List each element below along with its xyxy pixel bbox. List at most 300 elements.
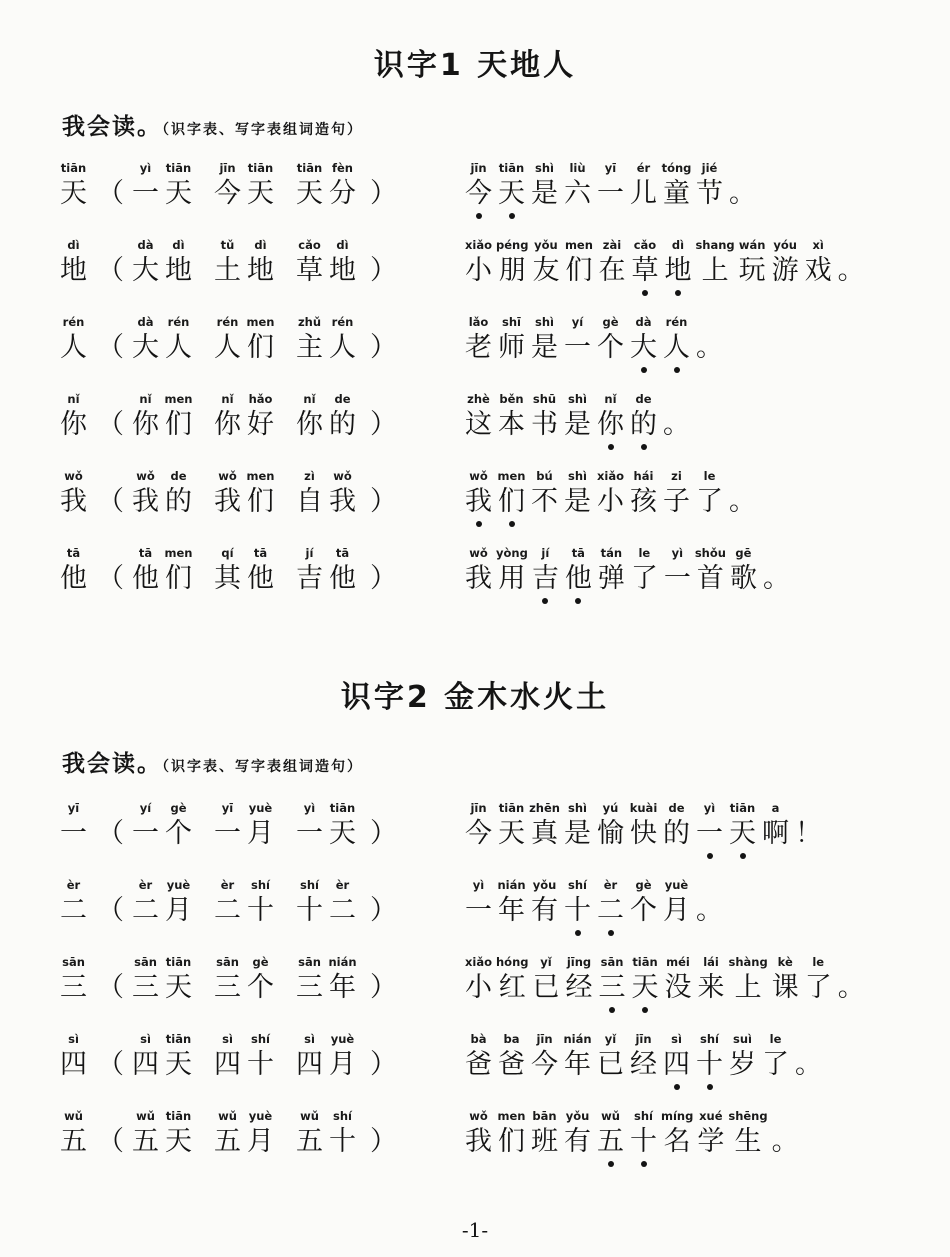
hanzi: 的 xyxy=(630,408,657,444)
sentence-character xyxy=(562,314,593,367)
compound-word xyxy=(294,391,360,444)
hanzi: 的 xyxy=(329,409,356,440)
sentence-character xyxy=(661,1031,692,1084)
hanzi: 五 xyxy=(296,1126,323,1157)
vocab-row xyxy=(0,468,950,538)
hanzi: 。 xyxy=(795,1049,822,1080)
word-character xyxy=(294,1108,325,1161)
compound-word xyxy=(294,877,360,930)
pinyin: yí xyxy=(139,801,152,815)
hanzi: 课 xyxy=(771,972,799,1003)
pinyin: tiān xyxy=(498,801,525,815)
word-character xyxy=(327,800,358,853)
sentence-character xyxy=(727,1031,758,1084)
sentence-character xyxy=(595,800,626,853)
hanzi: 一 xyxy=(696,817,723,853)
sentence-character xyxy=(463,1031,494,1084)
hanzi: 二 xyxy=(132,895,159,926)
compound-word xyxy=(130,954,196,1007)
vocab-row xyxy=(0,877,950,947)
hanzi: 月 xyxy=(663,895,690,926)
pinyin: jí xyxy=(541,546,550,560)
pinyin: sān xyxy=(134,955,157,969)
compound-word xyxy=(294,800,360,853)
pinyin: men xyxy=(164,392,193,406)
hanzi: 们 xyxy=(165,563,192,594)
compound-word xyxy=(130,800,196,853)
sentence-character xyxy=(695,545,726,598)
pinyin: běn xyxy=(499,392,524,406)
sentence-character xyxy=(529,877,560,930)
left-paren: （ xyxy=(97,818,124,849)
vocab-row xyxy=(0,1031,950,1101)
word-character xyxy=(327,160,358,213)
pinyin: wǔ xyxy=(300,1109,319,1123)
pinyin: rén xyxy=(167,315,190,329)
hanzi: 三 xyxy=(214,972,241,1003)
word-character xyxy=(212,160,243,213)
sentence-character xyxy=(629,237,660,290)
hanzi: 四 xyxy=(60,1049,87,1080)
target-character xyxy=(58,314,89,367)
example-sentence xyxy=(463,237,869,290)
pinyin: suì xyxy=(733,1032,752,1046)
hanzi: 五 xyxy=(132,1126,159,1157)
hanzi: 土 xyxy=(214,255,241,286)
compound-word xyxy=(212,160,278,213)
hanzi: 孩 xyxy=(630,486,657,517)
hanzi: 这 xyxy=(465,409,492,440)
pinyin: yuè xyxy=(248,1109,273,1123)
pinyin: gē xyxy=(735,546,752,560)
pinyin: èr xyxy=(335,878,350,892)
pinyin: yī xyxy=(221,801,234,815)
target-character xyxy=(58,237,89,290)
target-character xyxy=(58,800,89,853)
pinyin: jīn xyxy=(635,1032,652,1046)
pinyin: jīn xyxy=(470,801,487,815)
word-character xyxy=(327,237,358,290)
hanzi: 红 xyxy=(498,972,526,1003)
hanzi: 草 xyxy=(296,255,323,286)
sentence-character xyxy=(694,800,725,853)
word-group xyxy=(58,468,403,521)
sentence-character xyxy=(562,1031,593,1084)
sentence-character xyxy=(596,545,627,598)
word-character xyxy=(163,314,194,367)
word-character xyxy=(130,800,161,853)
hanzi: 十 xyxy=(630,1125,657,1161)
sentence-character xyxy=(595,468,626,521)
hanzi: 。 xyxy=(729,178,756,209)
hanzi: 班 xyxy=(531,1126,558,1157)
pinyin: de xyxy=(170,469,187,483)
hanzi: 其 xyxy=(214,563,241,594)
hanzi: 一 xyxy=(465,895,492,926)
word-character xyxy=(212,468,243,521)
pinyin: lǎo xyxy=(468,315,489,329)
pinyin: men xyxy=(497,469,526,483)
sentence-character xyxy=(597,954,628,1007)
sentence-character xyxy=(496,954,529,1007)
pinyin: qí xyxy=(221,546,234,560)
pinyin: tiān xyxy=(165,1109,192,1123)
pinyin: shí xyxy=(251,878,270,892)
sentence-character xyxy=(695,1108,726,1161)
vocab-row xyxy=(0,954,950,1024)
hanzi: 的 xyxy=(165,486,192,517)
pinyin: kè xyxy=(777,955,793,969)
pinyin: xì xyxy=(812,238,824,252)
hanzi: 他 xyxy=(329,563,356,594)
hanzi: 我 xyxy=(132,486,159,517)
hanzi: 三 xyxy=(599,971,626,1007)
hanzi: 真 xyxy=(531,818,558,849)
hanzi: 天 xyxy=(498,177,525,213)
hanzi: 三 xyxy=(296,972,323,1003)
pinyin: men xyxy=(246,469,275,483)
sentence-character xyxy=(694,1031,725,1084)
pinyin: jié xyxy=(701,161,718,175)
pinyin: sì xyxy=(68,1032,79,1046)
hanzi: 大 xyxy=(132,255,159,286)
pinyin: liù xyxy=(569,161,586,175)
pinyin: nǐ xyxy=(303,392,316,406)
pinyin: méi xyxy=(666,955,690,969)
hanzi: 十 xyxy=(296,895,323,926)
compound-word xyxy=(294,468,360,521)
sentence-character xyxy=(836,954,867,1007)
hanzi: 月 xyxy=(247,1126,274,1157)
hanzi: 分 xyxy=(329,178,356,209)
word-character xyxy=(245,877,276,930)
target-character xyxy=(58,468,89,521)
pinyin: wǔ xyxy=(64,1109,83,1123)
word-character xyxy=(212,1031,243,1084)
word-character xyxy=(130,877,161,930)
hanzi: 你 xyxy=(214,409,241,440)
sentence-character xyxy=(803,237,834,290)
pinyin: yú xyxy=(602,801,619,815)
left-paren: （ xyxy=(97,409,124,440)
hanzi: 天 xyxy=(165,972,192,1003)
compound-word xyxy=(130,877,196,930)
pinyin: shī xyxy=(502,315,521,329)
pinyin: shǒu xyxy=(694,546,726,560)
hanzi: 你 xyxy=(597,408,624,444)
example-sentence xyxy=(463,391,694,444)
sentence-character xyxy=(793,1031,824,1084)
hanzi: 天 xyxy=(498,818,525,849)
sentence-character xyxy=(661,800,692,853)
word-character xyxy=(212,545,243,598)
compound-word xyxy=(294,1031,360,1084)
hanzi: 子 xyxy=(663,486,690,517)
pinyin: cǎo xyxy=(298,238,321,252)
compound-word xyxy=(212,1031,278,1084)
hanzi: 十 xyxy=(247,1049,274,1080)
hanzi: 天 xyxy=(60,178,87,209)
hanzi: 五 xyxy=(597,1125,624,1161)
pinyin: yī xyxy=(604,161,617,175)
sentence-character xyxy=(728,545,759,598)
vocab-row xyxy=(0,160,950,230)
sentence-character xyxy=(737,237,768,290)
sentence-character xyxy=(463,545,494,598)
hanzi: 学 xyxy=(697,1126,725,1157)
pinyin: a xyxy=(771,801,780,815)
hanzi: 天 xyxy=(632,971,659,1007)
sentence-character xyxy=(770,237,801,290)
hanzi: 个 xyxy=(247,972,274,1003)
word-character xyxy=(212,877,243,930)
hanzi: 用 xyxy=(498,563,526,594)
word-character xyxy=(245,1108,276,1161)
pinyin: sān xyxy=(600,955,624,969)
example-sentence xyxy=(463,1108,803,1161)
word-character xyxy=(245,1031,276,1084)
hanzi: ！ xyxy=(795,818,822,849)
hanzi: 一 xyxy=(296,818,323,849)
hanzi: 。 xyxy=(729,486,756,517)
pinyin: shì xyxy=(535,161,554,175)
sentence-character xyxy=(496,468,527,521)
sentence-character xyxy=(496,160,527,213)
compound-word xyxy=(130,160,196,213)
hanzi: 吉 xyxy=(296,563,323,594)
pinyin: nián xyxy=(497,878,526,892)
word-character xyxy=(212,954,243,1007)
hanzi: 小 xyxy=(597,486,624,517)
word-character xyxy=(212,314,243,367)
pinyin: tǔ xyxy=(220,238,235,252)
hanzi: 们 xyxy=(565,255,593,286)
word-character xyxy=(327,877,358,930)
hanzi: 六 xyxy=(564,178,591,209)
hanzi: 戏 xyxy=(804,255,832,286)
pinyin: xiǎo xyxy=(464,955,493,969)
sentence-character xyxy=(463,954,494,1007)
word-character xyxy=(212,1108,243,1161)
pinyin: tiān xyxy=(296,161,323,175)
pinyin: hóng xyxy=(496,955,529,969)
hanzi: 上 xyxy=(701,255,729,286)
pinyin: nián xyxy=(328,955,357,969)
hanzi: 今 xyxy=(465,177,492,213)
sentence-character xyxy=(595,1031,626,1084)
pinyin: bà xyxy=(470,1032,487,1046)
hanzi: 了 xyxy=(762,1049,789,1080)
word-group xyxy=(58,237,403,290)
sentence-character xyxy=(628,468,659,521)
pinyin: sān xyxy=(62,955,85,969)
word-character xyxy=(245,237,276,290)
pinyin: rén xyxy=(331,315,354,329)
word-character xyxy=(245,545,276,598)
hanzi: 二 xyxy=(329,895,356,926)
sentence-character xyxy=(696,954,727,1007)
hanzi: 没 xyxy=(664,972,692,1003)
compound-word xyxy=(130,237,196,290)
hanzi: 人 xyxy=(663,331,690,367)
example-sentence xyxy=(463,800,826,853)
word-group xyxy=(58,1108,403,1161)
sentence-character xyxy=(836,237,867,290)
pinyin: hái xyxy=(633,469,654,483)
hanzi: 不 xyxy=(531,486,558,517)
pinyin: yì xyxy=(303,801,316,815)
pinyin: yì xyxy=(671,546,684,560)
hanzi: 地 xyxy=(664,254,691,290)
pinyin: jīng xyxy=(566,955,592,969)
hanzi: 本 xyxy=(498,409,525,440)
hanzi: 小 xyxy=(465,972,492,1003)
example-sentence xyxy=(463,160,760,213)
sentence-character xyxy=(661,314,692,367)
hanzi: 我 xyxy=(60,486,87,517)
right-paren: ） xyxy=(370,818,397,849)
sentence-character xyxy=(564,954,595,1007)
pinyin: nián xyxy=(563,1032,592,1046)
word-character xyxy=(163,391,194,444)
hanzi: 首 xyxy=(696,563,724,594)
hanzi: 是 xyxy=(564,409,591,440)
instruction-note: （识字表、写字表组词造句） xyxy=(162,122,363,138)
pinyin: fèn xyxy=(332,161,353,175)
word-character xyxy=(327,545,358,598)
hanzi: 大 xyxy=(630,331,657,367)
word-group xyxy=(58,545,403,598)
sentence-character xyxy=(529,314,560,367)
target-character xyxy=(58,545,89,598)
pinyin: dì xyxy=(671,238,685,252)
compound-word xyxy=(130,1031,196,1084)
pinyin: shí xyxy=(700,1032,719,1046)
pinyin: shàng xyxy=(728,955,768,969)
sentence-character xyxy=(595,391,626,444)
hanzi: 主 xyxy=(296,332,323,363)
sentence-character xyxy=(661,877,692,930)
instruction-text: 我会读。 xyxy=(62,114,162,140)
sentence-character xyxy=(628,160,659,213)
right-paren: ） xyxy=(370,563,397,594)
sentence-character xyxy=(496,877,527,930)
pinyin: tā xyxy=(138,546,153,560)
word-character xyxy=(130,160,161,213)
left-paren: （ xyxy=(97,1126,124,1157)
pinyin: tā xyxy=(335,546,350,560)
hanzi: 我 xyxy=(465,563,492,594)
hanzi: 二 xyxy=(597,894,624,930)
hanzi: 个 xyxy=(597,332,624,363)
hanzi: 地 xyxy=(60,255,87,286)
pinyin: wǒ xyxy=(469,469,488,483)
pinyin: xiǎo xyxy=(596,469,625,483)
pinyin: zi xyxy=(671,469,682,483)
word-character xyxy=(327,1031,358,1084)
hanzi: 们 xyxy=(247,332,274,363)
example-sentence xyxy=(463,877,727,930)
hanzi: 们 xyxy=(247,486,274,517)
word-character xyxy=(163,800,194,853)
sentence-character xyxy=(529,160,560,213)
hanzi: 一 xyxy=(564,332,591,363)
left-paren: （ xyxy=(97,332,124,363)
pinyin: tiān xyxy=(165,1032,192,1046)
left-paren: （ xyxy=(97,895,124,926)
sentence-character xyxy=(661,468,692,521)
pinyin: rén xyxy=(665,315,688,329)
compound-word xyxy=(212,545,278,598)
hanzi: 人 xyxy=(329,332,356,363)
pinyin: wǒ xyxy=(469,1109,488,1123)
pinyin: wǒ xyxy=(64,469,83,483)
pinyin: shēng xyxy=(728,1109,768,1123)
example-sentence xyxy=(463,1031,826,1084)
sentence-character xyxy=(463,391,494,444)
pinyin: èr xyxy=(138,878,153,892)
sentence-character xyxy=(761,545,792,598)
hanzi: 。 xyxy=(762,563,790,594)
pinyin: zhè xyxy=(467,392,490,406)
pinyin: wǔ xyxy=(136,1109,155,1123)
pinyin: rén xyxy=(216,315,239,329)
word-character xyxy=(327,314,358,367)
sentence-character xyxy=(529,1031,560,1084)
word-character xyxy=(294,314,325,367)
hanzi: 三 xyxy=(60,972,87,1003)
pinyin: gè xyxy=(170,801,187,815)
hanzi: 歌 xyxy=(729,563,757,594)
pinyin: tiān xyxy=(729,801,756,815)
hanzi: 天 xyxy=(247,178,274,209)
compound-word xyxy=(130,545,196,598)
pinyin: wǒ xyxy=(333,469,352,483)
word-character xyxy=(212,391,243,444)
pinyin: míng xyxy=(661,1109,694,1123)
sentence-character xyxy=(562,877,593,930)
left-paren: （ xyxy=(97,486,124,517)
hanzi: 玩 xyxy=(738,255,766,286)
pinyin: wǒ xyxy=(136,469,155,483)
sentence-character xyxy=(628,391,659,444)
sentence-character xyxy=(562,391,593,444)
pinyin: nǐ xyxy=(67,392,80,406)
hanzi: 四 xyxy=(214,1049,241,1080)
word-character xyxy=(163,954,194,1007)
hanzi: 们 xyxy=(498,485,525,521)
pinyin: zhǔ xyxy=(297,315,322,329)
sentence-character xyxy=(463,468,494,521)
hanzi: 四 xyxy=(132,1049,159,1080)
hanzi: 。 xyxy=(663,409,690,440)
sentence-character xyxy=(770,954,801,1007)
word-character xyxy=(130,237,161,290)
hanzi: 们 xyxy=(165,409,192,440)
hanzi: 儿 xyxy=(630,178,657,209)
pinyin: xiǎo xyxy=(464,238,493,252)
sentence-character xyxy=(496,391,527,444)
pinyin: hǎo xyxy=(248,392,273,406)
pinyin: le xyxy=(638,546,651,560)
hanzi: 今 xyxy=(465,818,492,849)
pinyin: wǒ xyxy=(469,546,488,560)
hanzi: 年 xyxy=(564,1049,591,1080)
pinyin: men xyxy=(246,315,275,329)
pinyin: de xyxy=(668,801,685,815)
pinyin: nǐ xyxy=(604,392,617,406)
pinyin: shang xyxy=(695,238,735,252)
